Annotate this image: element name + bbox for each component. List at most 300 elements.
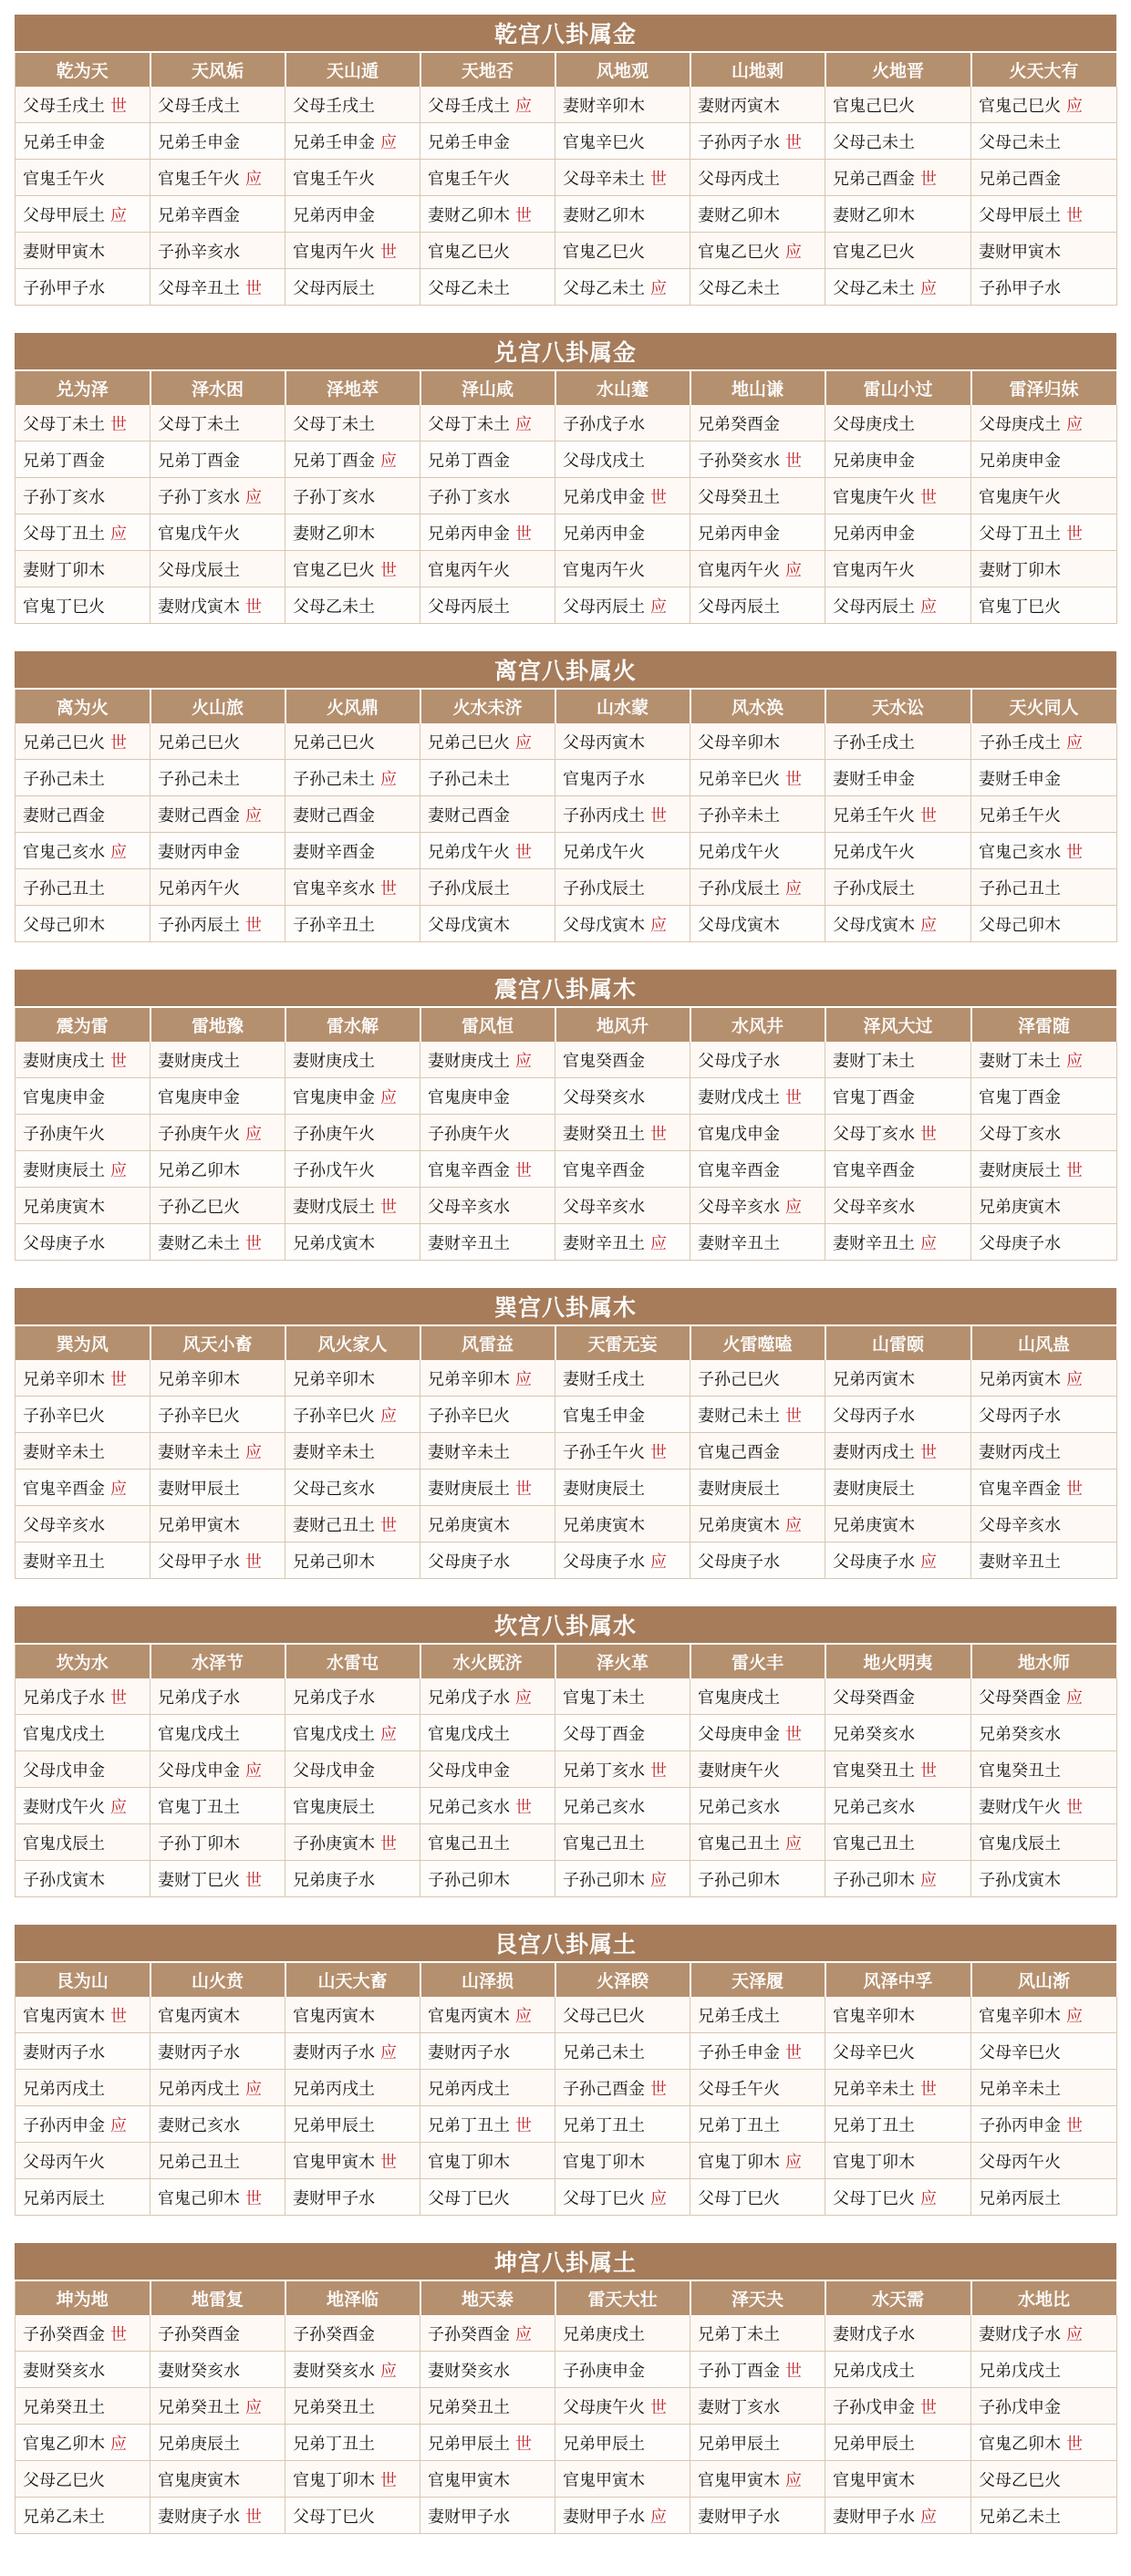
line-cell [16, 1151, 150, 1188]
line-cell [285, 723, 420, 760]
line-text: 兄弟戊午火 [698, 842, 780, 862]
line-text: 妻财庚辰土 [833, 1479, 915, 1499]
line-text: 父母辛未土 [563, 169, 645, 189]
hexagram-name: 火地晋 [825, 52, 971, 87]
line-cell [16, 1397, 150, 1433]
line-text: 兄弟辛酉金 [158, 205, 240, 225]
line-text: 子孙庚午火 [428, 1124, 510, 1144]
line-cell [555, 587, 690, 624]
line-cell [555, 723, 690, 760]
hexagram-name: 风火家人 [285, 1325, 420, 1360]
shi-ying-mark: 应 [785, 560, 802, 580]
shi-ying-mark: 世 [785, 769, 802, 789]
line-text: 父母辛卯木 [698, 732, 780, 753]
line-text: 官鬼辛酉金 [563, 1160, 645, 1180]
line-text: 官鬼庚辰土 [293, 1797, 375, 1817]
line-text: 妻财庚戌土 [158, 1051, 240, 1071]
shi-ying-mark: 应 [1066, 1051, 1083, 1071]
line-text: 妻财戊子水 [833, 2324, 915, 2344]
line-cell [825, 760, 971, 796]
line-cell [825, 2498, 971, 2534]
table-header-row [16, 2280, 1117, 2315]
line-text: 兄弟己亥水 [698, 1797, 780, 1817]
line-cell [420, 2352, 555, 2388]
line-text: 官鬼庚戌土 [698, 1688, 780, 1708]
line-text: 父母丁巳火 [293, 2507, 375, 2527]
line-cell [285, 2498, 420, 2534]
table-header-row [16, 1644, 1117, 1678]
shi-ying-mark: 世 [245, 1870, 262, 1890]
line-text: 子孙戊子水 [563, 414, 645, 434]
line-text: 子孙丁酉金 [698, 2361, 780, 2381]
table-row [16, 1470, 1117, 1506]
hexagram-name: 天雷无妄 [555, 1325, 690, 1360]
line-cell [420, 1433, 555, 1470]
shi-ying-mark: 应 [1066, 732, 1083, 753]
line-text: 兄弟戊午火 [563, 842, 645, 862]
line-text: 兄弟辛卯木 [293, 1369, 375, 1389]
line-cell [150, 441, 285, 478]
line-cell [825, 87, 971, 123]
line-text: 兄弟丙戌土 [158, 2079, 240, 2099]
line-text: 子孙辛亥水 [158, 242, 240, 262]
line-text: 官鬼乙巳火 [563, 242, 645, 262]
hexagram-name: 泽火革 [555, 1644, 690, 1678]
line-text: 兄弟辛卯木 [158, 1369, 240, 1389]
shi-ying-mark: 应 [245, 2397, 262, 2417]
shi-ying-mark: 世 [1066, 1479, 1083, 1499]
line-text: 妻财庚戌土 [428, 1051, 510, 1071]
line-text: 父母辛巳火 [979, 2042, 1061, 2062]
shi-ying-mark: 世 [785, 1087, 802, 1107]
line-text: 官鬼丁酉金 [979, 1087, 1061, 1107]
line-text: 兄弟壬申金 [428, 132, 510, 152]
line-cell [825, 196, 971, 233]
shi-ying-mark: 世 [110, 732, 127, 753]
shi-ying-mark: 世 [380, 1515, 397, 1535]
line-cell [825, 2461, 971, 2498]
line-text: 父母戊申金 [158, 1761, 240, 1781]
line-cell [555, 760, 690, 796]
line-cell [420, 1115, 555, 1151]
line-text: 官鬼庚申金 [158, 1087, 240, 1107]
line-cell [555, 1078, 690, 1115]
line-text: 官鬼辛酉金 [428, 1160, 510, 1180]
line-cell [420, 2070, 555, 2106]
line-cell [555, 2498, 690, 2534]
line-text: 父母丙午火 [979, 2152, 1061, 2172]
line-text: 妻财丙子水 [23, 2042, 105, 2062]
line-cell [420, 796, 555, 833]
line-text: 父母癸酉金 [833, 1688, 915, 1708]
line-cell [420, 1078, 555, 1115]
hexagram-name: 火山旅 [150, 689, 285, 723]
table-row [16, 1042, 1117, 1078]
shi-ying-mark: 世 [515, 842, 532, 862]
line-cell [285, 441, 420, 478]
shi-ying-mark: 世 [380, 560, 397, 580]
line-cell [420, 2461, 555, 2498]
line-cell [825, 1042, 971, 1078]
line-cell [285, 514, 420, 551]
hexagram-name: 水风井 [690, 1007, 825, 1042]
line-cell [825, 2315, 971, 2352]
line-cell [555, 2070, 690, 2106]
table-row [16, 1360, 1117, 1397]
line-text: 妻财戊子水 [979, 2324, 1061, 2344]
line-text: 妻财辛未土 [158, 1442, 240, 1462]
line-cell [150, 906, 285, 942]
line-text: 子孙己卯木 [698, 1870, 780, 1890]
line-text: 父母丁巳火 [833, 2188, 915, 2208]
line-cell [150, 2461, 285, 2498]
hexagram-name: 地泽临 [285, 2280, 420, 2315]
line-cell [555, 196, 690, 233]
line-cell [971, 2498, 1117, 2534]
line-cell [285, 87, 420, 123]
line-text: 妻财己亥水 [158, 2115, 240, 2135]
line-text: 父母戊辰土 [158, 560, 240, 580]
line-cell [420, 441, 555, 478]
line-cell [16, 2461, 150, 2498]
shi-ying-mark: 应 [110, 2434, 127, 2454]
line-cell [150, 2143, 285, 2179]
line-cell [285, 405, 420, 441]
table-row [16, 2425, 1117, 2461]
line-text: 父母丁亥水 [979, 1124, 1061, 1144]
line-cell [285, 1542, 420, 1579]
hexagram-name: 天水讼 [825, 689, 971, 723]
line-cell [971, 1788, 1117, 1824]
line-text: 兄弟甲辰土 [293, 2115, 375, 2135]
line-cell [971, 760, 1117, 796]
line-cell [285, 2033, 420, 2070]
line-cell [555, 1542, 690, 1579]
line-text: 父母丁亥水 [833, 1124, 915, 1144]
line-text: 父母乙未土 [293, 597, 375, 617]
line-cell [825, 160, 971, 196]
palace-title: 艮宫八卦属土 [15, 1925, 1116, 1961]
line-cell [420, 833, 555, 869]
line-text: 官鬼戊午火 [158, 524, 240, 544]
line-text: 子孙丁亥水 [23, 487, 105, 507]
line-cell [825, 1224, 971, 1261]
line-cell [690, 1360, 825, 1397]
line-cell [150, 1397, 285, 1433]
line-cell [16, 1788, 150, 1824]
line-cell [971, 833, 1117, 869]
line-text: 官鬼己酉金 [698, 1442, 780, 1462]
shi-ying-mark: 世 [920, 1761, 937, 1781]
line-cell [285, 1470, 420, 1506]
line-cell [555, 87, 690, 123]
line-text: 父母壬戌土 [23, 96, 105, 116]
line-text: 父母丁巳火 [563, 2188, 645, 2208]
shi-ying-mark: 应 [1066, 1369, 1083, 1389]
line-cell [825, 869, 971, 906]
table-header-row [16, 689, 1117, 723]
table-row [16, 2352, 1117, 2388]
line-cell [690, 1151, 825, 1188]
shi-ying-mark: 世 [1066, 842, 1083, 862]
line-text: 官鬼辛酉金 [833, 1160, 915, 1180]
line-cell [555, 2425, 690, 2461]
line-cell [825, 123, 971, 160]
hexagram-name: 泽水困 [150, 370, 285, 405]
shi-ying-mark: 应 [1066, 2324, 1083, 2344]
line-cell [285, 833, 420, 869]
line-cell [690, 2498, 825, 2534]
table-row [16, 551, 1117, 587]
line-cell [150, 478, 285, 514]
line-text: 子孙戊辰土 [698, 878, 780, 898]
line-cell [555, 906, 690, 942]
line-text: 兄弟庚寅木 [698, 1515, 780, 1535]
line-text: 官鬼丙午火 [833, 560, 915, 580]
line-text: 兄弟乙卯木 [158, 1160, 240, 1180]
line-text: 妻财戊戌土 [698, 1087, 780, 1107]
shi-ying-mark: 应 [110, 2115, 127, 2135]
table-row [16, 441, 1117, 478]
line-cell [16, 1997, 150, 2033]
hexagram-name: 风水涣 [690, 689, 825, 723]
line-text: 官鬼戊戌土 [23, 1724, 105, 1744]
line-text: 父母戊申金 [293, 1761, 375, 1781]
palace-title: 乾宫八卦属金 [15, 15, 1116, 51]
shi-ying-mark: 世 [785, 451, 802, 471]
line-cell [16, 796, 150, 833]
line-text: 妻财庚戌土 [293, 1051, 375, 1071]
shi-ying-mark: 应 [110, 205, 127, 225]
line-text: 兄弟己亥水 [428, 1797, 510, 1817]
line-text: 官鬼己巳火 [979, 96, 1061, 116]
line-cell [971, 1715, 1117, 1751]
line-text: 兄弟己巳火 [293, 732, 375, 753]
line-text: 官鬼辛酉金 [23, 1479, 105, 1499]
line-text: 子孙庚寅木 [293, 1833, 375, 1854]
line-cell [690, 2425, 825, 2461]
line-text: 兄弟丁酉金 [293, 451, 375, 471]
table-header-row [16, 52, 1117, 87]
line-cell [16, 723, 150, 760]
line-text: 官鬼乙巳火 [428, 242, 510, 262]
line-text: 兄弟丙申金 [833, 524, 915, 544]
line-text: 兄弟辛未土 [833, 2079, 915, 2099]
line-text: 父母丙子水 [833, 1406, 915, 1426]
line-text: 父母丙辰土 [293, 278, 375, 298]
line-cell [971, 1078, 1117, 1115]
line-cell [16, 551, 150, 587]
line-cell [825, 1751, 971, 1788]
line-cell [16, 2033, 150, 2070]
hexagram-name: 雷泽归妹 [971, 370, 1117, 405]
line-text: 妻财辛未土 [23, 1442, 105, 1462]
table-row [16, 833, 1117, 869]
shi-ying-mark: 应 [515, 96, 532, 116]
table-row [16, 405, 1117, 441]
line-text: 子孙己未土 [23, 769, 105, 789]
hexagram-name: 火天大有 [971, 52, 1117, 87]
hexagram-name: 风泽中孚 [825, 1962, 971, 1997]
line-text: 妻财壬申金 [833, 769, 915, 789]
line-text: 兄弟甲辰土 [833, 2434, 915, 2454]
line-text: 妻财丁卯木 [979, 560, 1061, 580]
line-cell [825, 1542, 971, 1579]
shi-ying-mark: 应 [650, 2188, 667, 2208]
line-text: 子孙丁亥水 [293, 487, 375, 507]
line-text: 子孙戊寅木 [23, 1870, 105, 1890]
table-row [16, 233, 1117, 269]
line-cell [285, 196, 420, 233]
line-cell [150, 2425, 285, 2461]
line-text: 官鬼丙寅木 [23, 2006, 105, 2026]
line-text: 妻财乙卯木 [833, 205, 915, 225]
line-text: 妻财癸亥水 [428, 2361, 510, 2381]
line-cell [420, 2315, 555, 2352]
table-row [16, 1715, 1117, 1751]
line-cell [555, 1861, 690, 1897]
line-text: 子孙癸酉金 [293, 2324, 375, 2344]
line-text: 父母丁未土 [158, 414, 240, 434]
line-cell [690, 2179, 825, 2216]
table-row [16, 906, 1117, 942]
shi-ying-mark: 应 [650, 1552, 667, 1572]
line-text: 兄弟丙申金 [293, 205, 375, 225]
shi-ying-mark: 世 [245, 1552, 262, 1572]
line-cell [555, 551, 690, 587]
line-text: 兄弟己巳火 [428, 732, 510, 753]
line-text: 父母戊寅木 [698, 915, 780, 935]
line-cell [16, 233, 150, 269]
line-cell [825, 1678, 971, 1715]
shi-ying-mark: 应 [245, 1124, 262, 1144]
line-cell [285, 760, 420, 796]
hexagram-name: 坤为地 [16, 2280, 150, 2315]
line-cell [690, 269, 825, 306]
line-text: 官鬼癸丑土 [833, 1761, 915, 1781]
line-cell [555, 2388, 690, 2425]
line-text: 兄弟戊子水 [23, 1688, 105, 1708]
line-cell [285, 2315, 420, 2352]
table-row [16, 2315, 1117, 2352]
line-cell [971, 87, 1117, 123]
line-text: 兄弟壬申金 [293, 132, 375, 152]
line-text: 兄弟乙未土 [23, 2507, 105, 2527]
shi-ying-mark: 世 [515, 2434, 532, 2454]
line-text: 兄弟戊戌土 [833, 2361, 915, 2381]
hexagram-name: 风雷益 [420, 1325, 555, 1360]
palace-title: 巽宫八卦属木 [15, 1288, 1116, 1324]
line-cell [285, 2425, 420, 2461]
line-cell [825, 551, 971, 587]
line-cell [825, 1397, 971, 1433]
shi-ying-mark: 应 [515, 732, 532, 753]
line-cell [420, 1751, 555, 1788]
line-cell [16, 833, 150, 869]
line-text: 妻财丙戌土 [833, 1442, 915, 1462]
line-cell [16, 2106, 150, 2143]
line-cell [420, 2106, 555, 2143]
shi-ying-mark: 应 [785, 242, 802, 262]
line-cell [150, 233, 285, 269]
hexagram-name: 山地剥 [690, 52, 825, 87]
hexagram-table [15, 51, 1118, 306]
line-cell [825, 2388, 971, 2425]
shi-ying-mark: 应 [650, 1870, 667, 1890]
line-text: 兄弟癸丑土 [23, 2397, 105, 2417]
line-text: 妻财乙卯木 [428, 205, 510, 225]
hexagram-name: 泽风大过 [825, 1007, 971, 1042]
line-text: 父母庚子水 [428, 1552, 510, 1572]
line-text: 兄弟丙申金 [563, 524, 645, 544]
line-text: 妻财辛丑土 [698, 1233, 780, 1253]
hexagram-name: 雷风恒 [420, 1007, 555, 1042]
line-cell [420, 233, 555, 269]
line-cell [420, 869, 555, 906]
line-cell [971, 2106, 1117, 2143]
table-row [16, 196, 1117, 233]
line-cell [285, 1506, 420, 1542]
shi-ying-mark: 应 [515, 1051, 532, 1071]
line-text: 妻财辛丑土 [833, 1233, 915, 1253]
line-text: 官鬼丁卯木 [698, 2152, 780, 2172]
line-cell [150, 869, 285, 906]
line-cell [971, 2388, 1117, 2425]
line-cell [690, 123, 825, 160]
palace-section [15, 1925, 1116, 2216]
line-text: 官鬼庚午火 [979, 487, 1061, 507]
line-cell [971, 2179, 1117, 2216]
line-text: 官鬼乙巳火 [698, 242, 780, 262]
line-cell [420, 1151, 555, 1188]
shi-ying-mark: 世 [515, 1479, 532, 1499]
line-cell [420, 1542, 555, 1579]
line-cell [555, 2461, 690, 2498]
line-cell [420, 196, 555, 233]
line-cell [420, 1224, 555, 1261]
line-text: 兄弟癸酉金 [698, 414, 780, 434]
line-cell [285, 1151, 420, 1188]
shi-ying-mark: 世 [380, 242, 397, 262]
shi-ying-mark: 应 [245, 1761, 262, 1781]
line-text: 兄弟戊子水 [158, 1688, 240, 1708]
line-text: 妻财甲寅木 [979, 242, 1061, 262]
line-cell [971, 1433, 1117, 1470]
line-cell [16, 2498, 150, 2534]
shi-ying-mark: 世 [785, 1724, 802, 1744]
shi-ying-mark: 世 [1066, 2434, 1083, 2454]
line-text: 父母壬戌土 [293, 96, 375, 116]
line-text: 妻财甲子水 [428, 2507, 510, 2527]
line-text: 官鬼丙午火 [563, 560, 645, 580]
hexagram-name: 水天需 [825, 2280, 971, 2315]
line-cell [150, 123, 285, 160]
line-cell [825, 1788, 971, 1824]
line-cell [690, 87, 825, 123]
line-cell [420, 2498, 555, 2534]
line-text: 妻财庚辰土 [979, 1160, 1061, 1180]
line-text: 官鬼辛酉金 [979, 1479, 1061, 1499]
line-cell [420, 1997, 555, 2033]
line-text: 子孙辛丑土 [293, 915, 375, 935]
line-cell [825, 478, 971, 514]
line-cell [285, 1788, 420, 1824]
line-text: 官鬼甲寅木 [833, 2470, 915, 2490]
line-text: 妻财戊辰土 [293, 1197, 375, 1217]
line-text: 子孙乙巳火 [158, 1197, 240, 1217]
line-text: 兄弟戊申金 [563, 487, 645, 507]
shi-ying-mark: 应 [920, 915, 937, 935]
